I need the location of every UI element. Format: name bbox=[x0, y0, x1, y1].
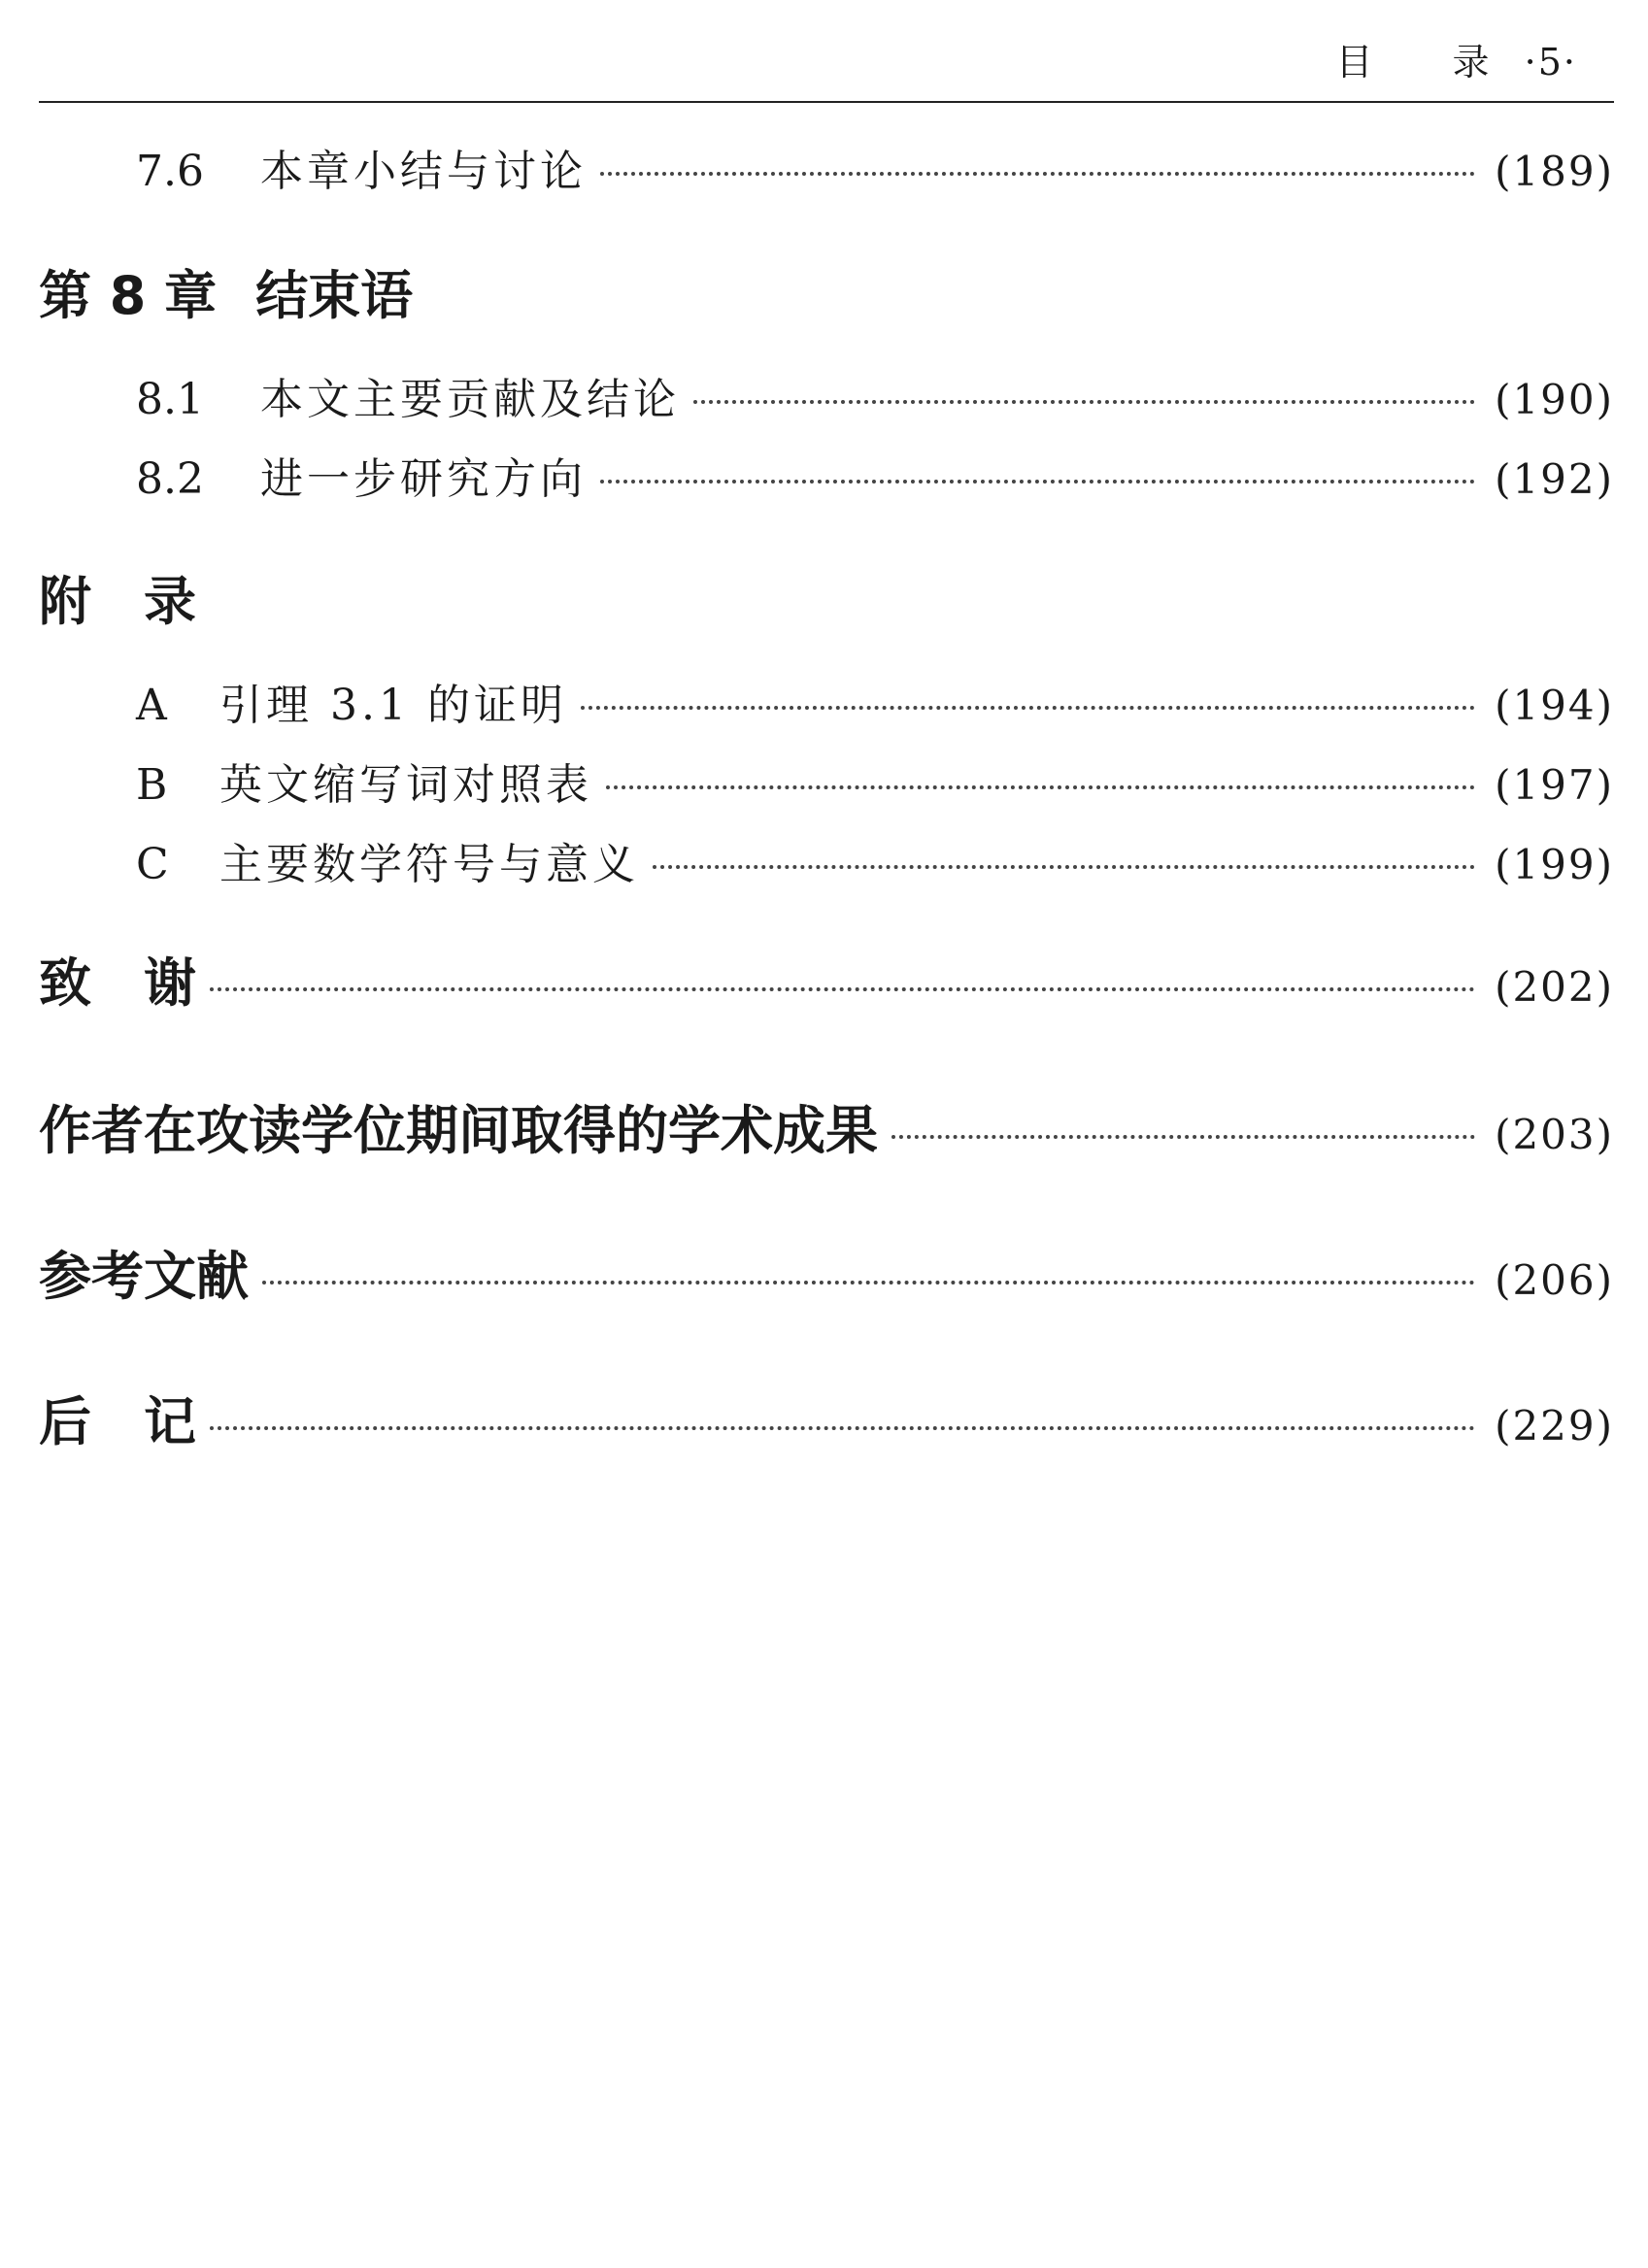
page-header bbox=[39, 39, 1614, 103]
toc-entry-postscript[interactable] bbox=[39, 1381, 1614, 1455]
toc-entry-achievements[interactable] bbox=[39, 1089, 1614, 1164]
toc-entry-appendix-c[interactable] bbox=[39, 829, 1614, 891]
toc-page: (189) bbox=[1495, 148, 1614, 195]
toc-title: 本章小结与讨论 bbox=[260, 147, 587, 196]
toc-title: 主要数学符号与意义 bbox=[219, 840, 639, 889]
toc-number: 8.1 bbox=[136, 375, 204, 424]
toc-page: (203) bbox=[1495, 1111, 1614, 1158]
toc-title: 本文主要贡献及结论 bbox=[260, 375, 680, 424]
toc-entry-thanks[interactable] bbox=[39, 942, 1614, 1017]
toc-number: 8.2 bbox=[136, 454, 204, 504]
header-text bbox=[1336, 39, 1577, 85]
toc-title: 参考文献 bbox=[39, 1246, 249, 1307]
toc-page: (206) bbox=[1495, 1256, 1614, 1304]
dot-leader bbox=[210, 987, 1475, 991]
toc-entry-appendix-a[interactable] bbox=[39, 670, 1614, 732]
toc-page: (229) bbox=[1495, 1402, 1614, 1450]
appendix-title: 附 录 bbox=[39, 571, 196, 632]
dot-leader bbox=[606, 785, 1475, 789]
toc-title: 后 记 bbox=[39, 1391, 196, 1452]
toc-title: 进一步研究方向 bbox=[260, 454, 587, 504]
toc-title: 英文缩写词对照表 bbox=[219, 760, 592, 810]
toc-number: B bbox=[136, 760, 168, 810]
toc-page: (194) bbox=[1495, 682, 1614, 729]
toc-chapter-8[interactable] bbox=[39, 254, 1614, 329]
header-page-number: ·5· bbox=[1524, 41, 1577, 83]
toc-title: 作者在攻读学位期间取得的学术成果 bbox=[39, 1100, 878, 1161]
toc-entry-references[interactable] bbox=[39, 1235, 1614, 1310]
toc-entry-7-6[interactable] bbox=[39, 136, 1614, 198]
dot-leader bbox=[891, 1135, 1475, 1139]
toc-number: 7.6 bbox=[136, 147, 204, 196]
chapter-number: 第 8 章 bbox=[39, 265, 218, 326]
toc-number: C bbox=[136, 840, 169, 889]
toc-entry-8-1[interactable] bbox=[39, 364, 1614, 426]
toc-entry-appendix-b[interactable] bbox=[39, 750, 1614, 812]
toc-page: (197) bbox=[1495, 761, 1614, 809]
dot-leader bbox=[600, 480, 1475, 484]
toc-page: (199) bbox=[1495, 841, 1614, 888]
dot-leader bbox=[600, 172, 1475, 176]
header-section-title: 目 录 bbox=[1335, 41, 1511, 83]
toc-number: A bbox=[136, 681, 167, 730]
dot-leader bbox=[210, 1426, 1475, 1430]
toc-page: (192) bbox=[1495, 455, 1614, 503]
toc-page: (190) bbox=[1495, 376, 1614, 423]
toc-title: 引理 3.1 的证明 bbox=[219, 681, 567, 730]
dot-leader bbox=[693, 400, 1475, 404]
dot-leader bbox=[262, 1281, 1475, 1284]
chapter-title: 结束语 bbox=[255, 265, 414, 326]
toc-page: (202) bbox=[1495, 963, 1614, 1011]
toc-title: 致 谢 bbox=[39, 952, 196, 1014]
dot-leader bbox=[581, 706, 1475, 710]
toc-appendix-heading[interactable] bbox=[39, 560, 1614, 635]
toc-entry-8-2[interactable] bbox=[39, 444, 1614, 506]
dot-leader bbox=[653, 865, 1475, 869]
